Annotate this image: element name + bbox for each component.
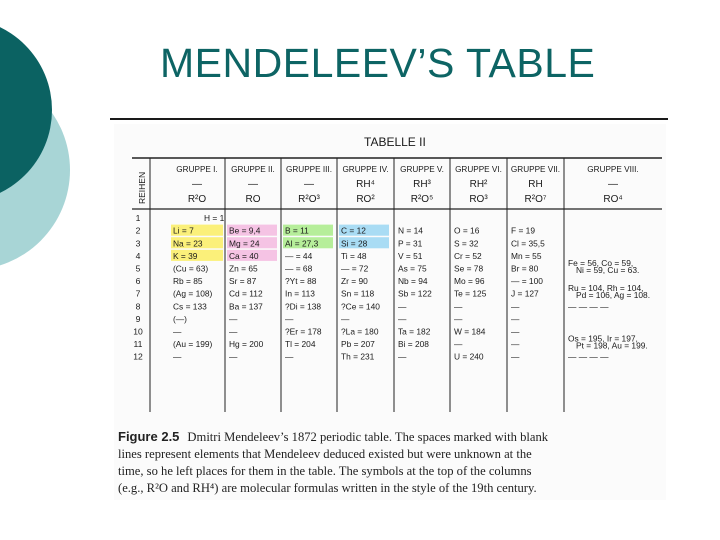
row-number: 11 [133, 339, 143, 350]
element-cell: (Ag = 108) [173, 288, 213, 299]
group8-cell-continued: Pt = 198, Au = 199. [576, 340, 648, 351]
group-formula-oxide: RO³ [469, 194, 488, 205]
element-cell: Tl = 204 [285, 339, 316, 350]
row-number: 1 [135, 213, 141, 224]
row-number: 2 [135, 225, 141, 236]
figure-image [114, 124, 666, 500]
element-cell: Si = 28 [341, 238, 368, 249]
element-cell: — [398, 351, 407, 362]
group-formula-oxide: R²O⁵ [410, 194, 434, 205]
group-header: GRUPPE IV. [342, 165, 389, 174]
element-cell: Bi = 208 [398, 339, 429, 350]
element-cell: — [285, 351, 294, 362]
element-cell: — [173, 326, 182, 337]
element-cell: Pb = 207 [341, 339, 375, 350]
group8-cell-continued: Ni = 59, Cu = 63. [576, 264, 640, 275]
group8-cell: Fe = 56, Co = 59, [568, 257, 634, 268]
group-header: GRUPPE II. [231, 165, 275, 174]
element-cell: Ti = 48 [341, 250, 367, 261]
element-cell: Br = 80 [511, 263, 539, 274]
element-cell: — [511, 301, 520, 312]
group-header: GRUPPE VIII. [587, 165, 639, 174]
group8-cell: — — — — [568, 351, 609, 362]
element-cell: In = 113 [285, 288, 315, 299]
element-cell: U = 240 [454, 351, 484, 362]
element-cell: Se = 78 [454, 263, 484, 274]
element-cell: — = 68 [285, 263, 313, 274]
group-formula-oxide: RO⁴ [603, 194, 623, 205]
element-cell: O = 16 [454, 225, 480, 236]
reihen-label: REIHEN [137, 171, 147, 204]
element-cell: Sn = 118 [341, 288, 375, 299]
figure-caption [118, 428, 664, 497]
group-header: GRUPPE VII. [510, 165, 561, 174]
element-cell: — [511, 339, 520, 350]
element-cell: — = 72 [341, 263, 369, 274]
caption-line-3: time, so he left places for them in the table. The symbols at the top of the columns [118, 464, 532, 478]
element-cell: J = 127 [511, 288, 539, 299]
element-cell: N = 14 [398, 225, 423, 236]
row-number: 12 [133, 351, 143, 362]
element-cell: Rb = 85 [173, 276, 203, 287]
group8-cell: Ru = 104, Rh = 104, [568, 283, 644, 294]
group-formula-oxide: R²O⁷ [524, 194, 547, 205]
element-cell: Be = 9,4 [229, 225, 261, 236]
group-formula-hydride: RH⁴ [356, 179, 375, 190]
element-cell: ?Di = 138 [285, 301, 322, 312]
row-number: 8 [135, 301, 141, 312]
group-formula-oxide: RO [245, 194, 261, 205]
row-number: 4 [135, 250, 141, 261]
element-cell: Ca = 40 [229, 250, 259, 261]
element-cell: — [341, 313, 350, 324]
element-cell: Cd = 112 [229, 288, 263, 299]
group-formula-hydride: — [248, 179, 258, 190]
element-cell: Th = 231 [341, 351, 375, 362]
element-cell: Zr = 90 [341, 276, 368, 287]
element-cell: Mn = 55 [511, 250, 542, 261]
row-number: 3 [135, 238, 141, 249]
element-cell: Cr = 52 [454, 250, 482, 261]
element-cell: — [454, 301, 463, 312]
element-cell: S = 32 [454, 238, 479, 249]
group-formula-oxide: R²O³ [298, 194, 320, 205]
element-cell: — [229, 313, 238, 324]
element-cell: Sb = 122 [398, 288, 432, 299]
element-cell: B = 11 [285, 225, 309, 236]
element-cell: — [398, 301, 407, 312]
group-header: GRUPPE I. [176, 165, 218, 174]
element-cell: (—) [173, 313, 187, 324]
group-header: GRUPPE VI. [455, 165, 502, 174]
element-cell: Te = 125 [454, 288, 487, 299]
group-formula-oxide: RO² [356, 194, 375, 205]
element-cell: ?Ce = 140 [341, 301, 380, 312]
element-cell: Ba = 137 [229, 301, 263, 312]
group-formula-hydride: RH² [469, 179, 488, 190]
element-cell: — [229, 326, 238, 337]
element-cell: F = 19 [511, 225, 535, 236]
decorative-circles [0, 0, 80, 300]
caption-line-4: (e.g., R²O and RH⁴) are molecular formulas written in the style of the 19th century. [118, 481, 537, 495]
element-cell: P = 31 [398, 238, 423, 249]
element-cell: — = 44 [285, 250, 313, 261]
element-cell: — [173, 351, 182, 362]
group-formula-hydride: — [192, 179, 202, 190]
group-formula-hydride: RH³ [413, 179, 431, 190]
element-cell: ?Er = 178 [285, 326, 322, 337]
row-number: 6 [135, 276, 141, 287]
element-cell: — [511, 351, 520, 362]
element-cell: Sr = 87 [229, 276, 257, 287]
periodic-table [114, 124, 666, 414]
group-formula-hydride: RH [528, 179, 543, 190]
element-cell: Mo = 96 [454, 276, 485, 287]
element-cell: ?La = 180 [341, 326, 379, 337]
element-cell: ?Yt = 88 [285, 276, 317, 287]
caption-text-1: Dmitri Mendeleev’s 1872 periodic table. The spaces marked with blank [187, 430, 549, 444]
group-header: GRUPPE III. [286, 165, 332, 174]
element-cell: — [454, 313, 463, 324]
element-cell: Nb = 94 [398, 276, 428, 287]
table-heading: TABELLE II [364, 135, 426, 149]
element-cell: K = 39 [173, 250, 198, 261]
element-cell: — [454, 339, 463, 350]
element-cell: V = 51 [398, 250, 423, 261]
group-formula-hydride: — [304, 179, 314, 190]
element-cell: (Au = 199) [173, 339, 213, 350]
element-cell: Ta = 182 [398, 326, 431, 337]
row-number: 10 [133, 326, 143, 337]
group8-cell: — — — — [568, 301, 609, 312]
element-cell: Na = 23 [173, 238, 203, 249]
group8-cell: Os = 195, Ir = 197, [568, 333, 638, 344]
element-cell: — [285, 313, 294, 324]
group-formula-oxide: R²O [187, 194, 207, 205]
element-cell: — [398, 313, 407, 324]
element-cell: C = 12 [341, 225, 366, 236]
element-cell: — [511, 326, 520, 337]
group8-cell-continued: Pd = 106, Ag = 108. [576, 290, 651, 301]
group-header: GRUPPE V. [400, 165, 444, 174]
caption-line-1 [118, 428, 664, 446]
caption-line-2: lines represent elements that Mendeleev deduced existed but were unknown at the [118, 447, 532, 461]
slide-title: MENDELEEV’S TABLE [160, 40, 596, 86]
element-cell: (Cu = 63) [173, 263, 209, 274]
title-underline [110, 118, 668, 120]
element-cell: H = 1 [204, 213, 225, 224]
row-number: 7 [135, 288, 141, 299]
element-cell: Zn = 65 [229, 263, 258, 274]
element-cell: — [511, 313, 520, 324]
element-cell: — [229, 351, 238, 362]
element-cell: Mg = 24 [229, 238, 260, 249]
element-cell: Li = 7 [173, 225, 194, 236]
row-number: 9 [135, 313, 141, 324]
element-cell: — = 100 [511, 276, 543, 287]
element-cell: Al = 27,3 [285, 238, 319, 249]
figure-label: Figure 2.5 [118, 429, 180, 444]
group-formula-hydride: — [608, 179, 618, 190]
element-cell: W = 184 [454, 326, 486, 337]
row-number: 5 [135, 263, 141, 274]
element-cell: Hg = 200 [229, 339, 264, 350]
element-cell: Cl = 35,5 [511, 238, 545, 249]
element-cell: As = 75 [398, 263, 427, 274]
element-cell: Cs = 133 [173, 301, 207, 312]
